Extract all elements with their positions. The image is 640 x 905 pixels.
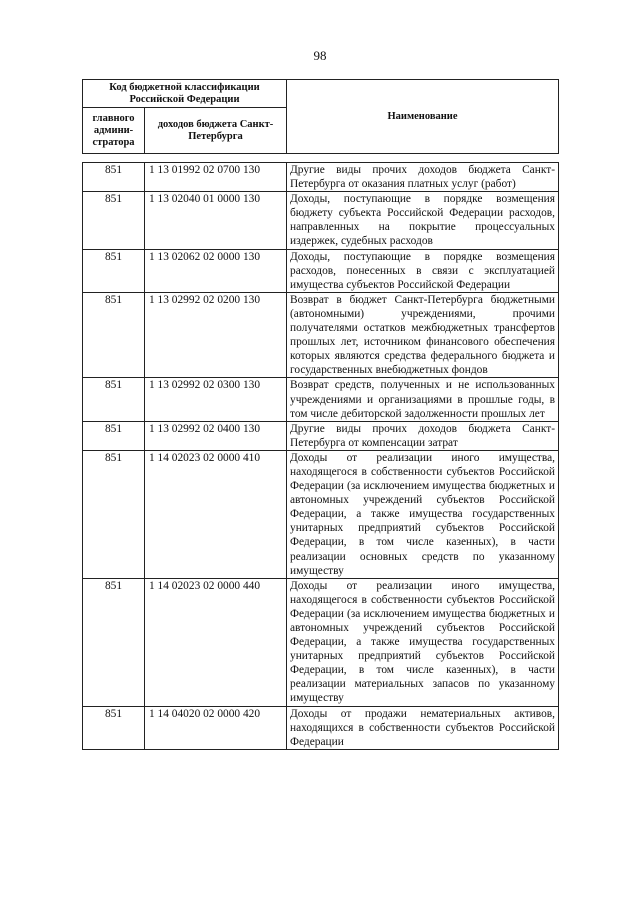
income-code-cell: 1 13 02992 02 0200 130 xyxy=(145,292,287,378)
income-code-cell: 1 13 02992 02 0300 130 xyxy=(145,378,287,421)
name-column-header: Наименование xyxy=(287,80,559,154)
table-row xyxy=(83,421,559,450)
income-code-cell: 1 13 02062 02 0000 130 xyxy=(145,249,287,292)
table-row xyxy=(83,450,559,578)
name-cell: Доходы от реализации иного имущества, находящегося в собственности субъектов Российской Федерации (за исключением имущества бюджетных и автономных учреждений субъектов Российской Федерации, а также имущества государственных унитарных предприятий субъектов Российской Федерации, в том числе казенных), в части реализации основных средств по указанному имуществу xyxy=(287,450,559,578)
table-row xyxy=(83,292,559,378)
name-cell: Другие виды прочих доходов бюджета Санкт-Петербурга от оказания платных услуг (работ) xyxy=(287,163,559,192)
admin-code-cell: 851 xyxy=(83,163,145,192)
admin-code-cell: 851 xyxy=(83,578,145,706)
name-cell: Возврат средств, полученных и не использованных учреждениями и организациями в прошлые годы, в том числе дебиторской задолженности прошлых лет xyxy=(287,378,559,421)
name-cell: Возврат в бюджет Санкт-Петербурга бюджетными (автономными) учреждениями, прочими получателями остатков межбюджетных трансфертов прошлых лет, источником финансового обеспечения которых являются средства федерального бюджета и государственных внебюджетных фондов xyxy=(287,292,559,378)
table-row xyxy=(83,378,559,421)
name-cell: Доходы от реализации иного имущества, находящегося в собственности субъектов Российской Федерации (за исключением имущества бюджетных и автономных учреждений субъектов Российской Федерации, а также имущества государственных унитарных предприятий субъектов Российской Федерации, в том числе казенных), в части реализации материальных запасов по указанному имуществу xyxy=(287,578,559,706)
admin-code-cell: 851 xyxy=(83,249,145,292)
name-cell: Доходы, поступающие в порядке возмещения расходов, понесенных в связи с эксплуатацией имущества субъектов Российской Федерации xyxy=(287,249,559,292)
income-code-cell: 1 13 01992 02 0700 130 xyxy=(145,163,287,192)
income-code-cell: 1 14 04020 02 0000 420 xyxy=(145,706,287,749)
table-row xyxy=(83,578,559,706)
table-row xyxy=(83,706,559,749)
page-number: 98 xyxy=(313,48,327,63)
name-cell: Доходы от продажи нематериальных активов, находящихся в собственности субъектов Российской Федерации xyxy=(287,706,559,749)
income-column-header: доходов бюджета Санкт-Петербурга xyxy=(145,108,287,154)
admin-code-cell: 851 xyxy=(83,192,145,249)
admin-code-cell: 851 xyxy=(83,706,145,749)
income-code-cell: 1 14 02023 02 0000 440 xyxy=(145,578,287,706)
table-row xyxy=(83,163,559,192)
income-code-cell: 1 13 02040 01 0000 130 xyxy=(145,192,287,249)
table-header xyxy=(82,79,559,154)
budget-classification-header: Код бюджетной классификации Российской Федерации xyxy=(83,80,287,108)
name-cell: Доходы, поступающие в порядке возмещения бюджету субъекта Российской Федерации расходов, направленных на покрытие процессуальных издержек, судебных расходов xyxy=(287,192,559,249)
name-cell: Другие виды прочих доходов бюджета Санкт-Петербурга от компенсации затрат xyxy=(287,421,559,450)
table-row xyxy=(83,249,559,292)
admin-code-cell: 851 xyxy=(83,378,145,421)
income-code-cell: 1 14 02023 02 0000 410 xyxy=(145,450,287,578)
table-row xyxy=(83,192,559,249)
admin-code-cell: 851 xyxy=(83,292,145,378)
admin-code-cell: 851 xyxy=(83,421,145,450)
income-code-cell: 1 13 02992 02 0400 130 xyxy=(145,421,287,450)
admin-code-cell: 851 xyxy=(83,450,145,578)
admin-column-header: главного админи-стратора xyxy=(83,108,145,154)
income-table xyxy=(82,162,559,750)
